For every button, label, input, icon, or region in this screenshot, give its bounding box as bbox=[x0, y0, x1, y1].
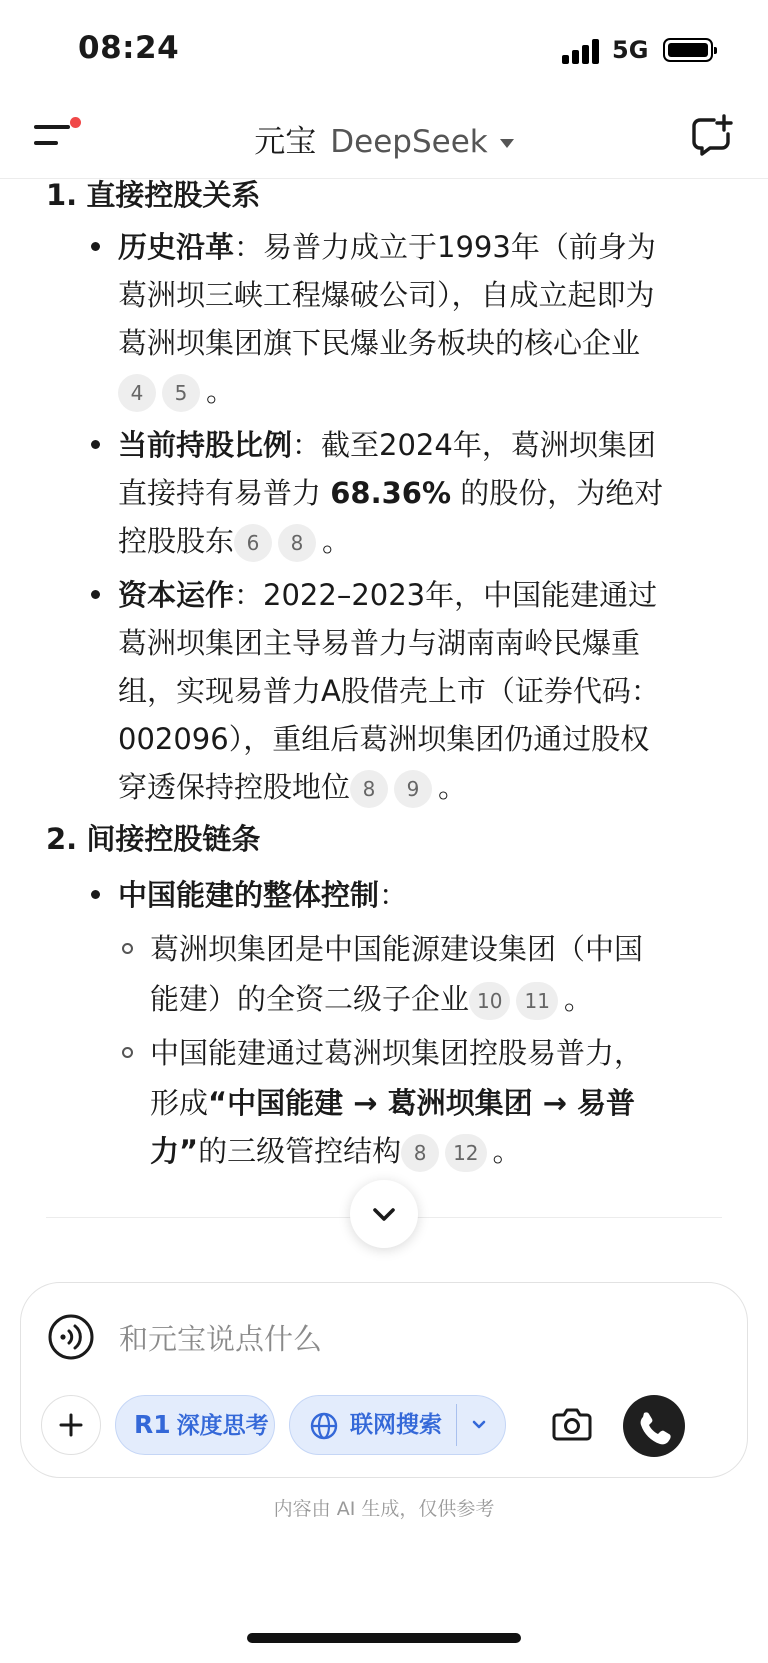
message-input[interactable]: 和元宝说点什么 bbox=[119, 1322, 323, 1356]
chevron-down-icon bbox=[350, 1180, 418, 1248]
list-item-text: 资本运作：2022–2023年，中国能建通过 bbox=[118, 578, 658, 612]
status-bar bbox=[0, 0, 768, 96]
list-item-text: 葛洲坝集团是中国能源建设集团（中国 bbox=[150, 932, 644, 966]
model-selector[interactable] bbox=[0, 116, 768, 161]
web-search-toggle[interactable] bbox=[289, 1395, 506, 1455]
camera-icon bbox=[549, 1401, 595, 1447]
list-item-text: 直接持有易普力 68.36% 的股份，为绝对 bbox=[118, 476, 664, 510]
list-item-text: 当前持股比例：截至2024年，葛洲坝集团 bbox=[118, 428, 656, 462]
sub-bullet-dot bbox=[122, 943, 133, 954]
scroll-to-bottom-button[interactable] bbox=[350, 1180, 418, 1248]
citation-row: 4 5 。 bbox=[118, 366, 235, 416]
dropdown-caret-icon bbox=[500, 139, 514, 148]
citation-badge[interactable]: 9 bbox=[394, 770, 432, 808]
voice-call-button[interactable] bbox=[623, 1395, 685, 1457]
new-chat-icon bbox=[690, 114, 734, 158]
sub-bullet-dot bbox=[122, 1047, 133, 1058]
list-item-text: 中国能建通过葛洲坝集团控股易普力， bbox=[150, 1036, 644, 1070]
citation-badge[interactable]: 11 bbox=[516, 982, 557, 1020]
citation-badge[interactable]: 4 bbox=[118, 374, 156, 412]
cellular-signal-icon bbox=[562, 38, 602, 64]
list-item-text: 葛洲坝集团旗下民爆业务板块的核心企业 bbox=[118, 326, 641, 360]
list-item-text: 组，实现易普力A股借壳上市（证券代码： bbox=[118, 674, 660, 708]
home-indicator[interactable] bbox=[247, 1633, 521, 1643]
list-item-text: 葛洲坝集团主导易普力与湖南南岭民爆重 bbox=[118, 626, 641, 660]
voice-input-button[interactable] bbox=[47, 1313, 95, 1361]
r1-badge: R1 bbox=[134, 1410, 171, 1439]
list-item-text: 力”的三级管控结构 8 12 。 bbox=[150, 1126, 522, 1176]
answer-content bbox=[0, 178, 768, 1288]
citation-badge[interactable]: 12 bbox=[445, 1134, 486, 1172]
chip-separator bbox=[456, 1404, 457, 1446]
deep-think-toggle[interactable] bbox=[115, 1395, 275, 1455]
citation-badge[interactable]: 6 bbox=[234, 524, 272, 562]
voice-wave-icon bbox=[47, 1313, 95, 1361]
bullet-dot bbox=[91, 890, 100, 899]
list-item-text: 002096），重组后葛洲坝集团仍通过股权 bbox=[118, 722, 650, 756]
citation-badge[interactable]: 8 bbox=[278, 524, 316, 562]
web-search-options-chevron-icon[interactable] bbox=[470, 1416, 488, 1434]
add-attachment-button[interactable] bbox=[41, 1395, 101, 1455]
section-heading: 1. 直接控股关系 bbox=[46, 178, 261, 212]
app-header bbox=[0, 96, 768, 179]
list-item-text: 穿透保持控股地位 8 9 。 bbox=[118, 762, 467, 812]
citation-badge[interactable]: 8 bbox=[350, 770, 388, 808]
chat-input-panel bbox=[20, 1282, 748, 1478]
camera-button[interactable] bbox=[549, 1401, 595, 1447]
list-item-text: 能建）的全资二级子企业 10 11 。 bbox=[150, 974, 593, 1024]
plus-icon bbox=[42, 1396, 100, 1454]
citation-badge[interactable]: 8 bbox=[401, 1134, 439, 1172]
bullet-dot bbox=[91, 590, 100, 599]
bullet-dot bbox=[91, 242, 100, 251]
new-chat-button[interactable] bbox=[690, 114, 734, 158]
status-time: 08:24 bbox=[78, 30, 180, 66]
app-name: 元宝 bbox=[254, 124, 317, 160]
list-item-text: 控股股东 6 8 。 bbox=[118, 516, 351, 566]
citation-badge[interactable]: 10 bbox=[469, 982, 510, 1020]
list-item-text: 葛洲坝三峡工程爆破公司），自成立起即为 bbox=[118, 278, 655, 312]
citation-badge[interactable]: 5 bbox=[162, 374, 200, 412]
battery-icon bbox=[663, 38, 713, 62]
phone-icon bbox=[623, 1395, 685, 1457]
ai-disclaimer: 内容由 AI 生成，仅供参考 bbox=[273, 1498, 495, 1520]
list-item-text: 形成“中国能建 → 葛洲坝集团 → 易普 bbox=[150, 1086, 636, 1120]
web-search-label: 联网搜索 bbox=[350, 1412, 442, 1438]
list-item-text: 历史沿革：易普力成立于1993年（前身为 bbox=[118, 230, 656, 264]
deep-think-label: 深度思考 bbox=[176, 1413, 269, 1439]
globe-icon bbox=[310, 1412, 338, 1440]
list-item-text: 中国能建的整体控制： bbox=[118, 878, 409, 912]
model-name: DeepSeek bbox=[330, 124, 488, 160]
bullet-dot bbox=[91, 440, 100, 449]
section-heading: 2. 间接控股链条 bbox=[46, 822, 261, 856]
network-type: 5G bbox=[612, 36, 649, 64]
